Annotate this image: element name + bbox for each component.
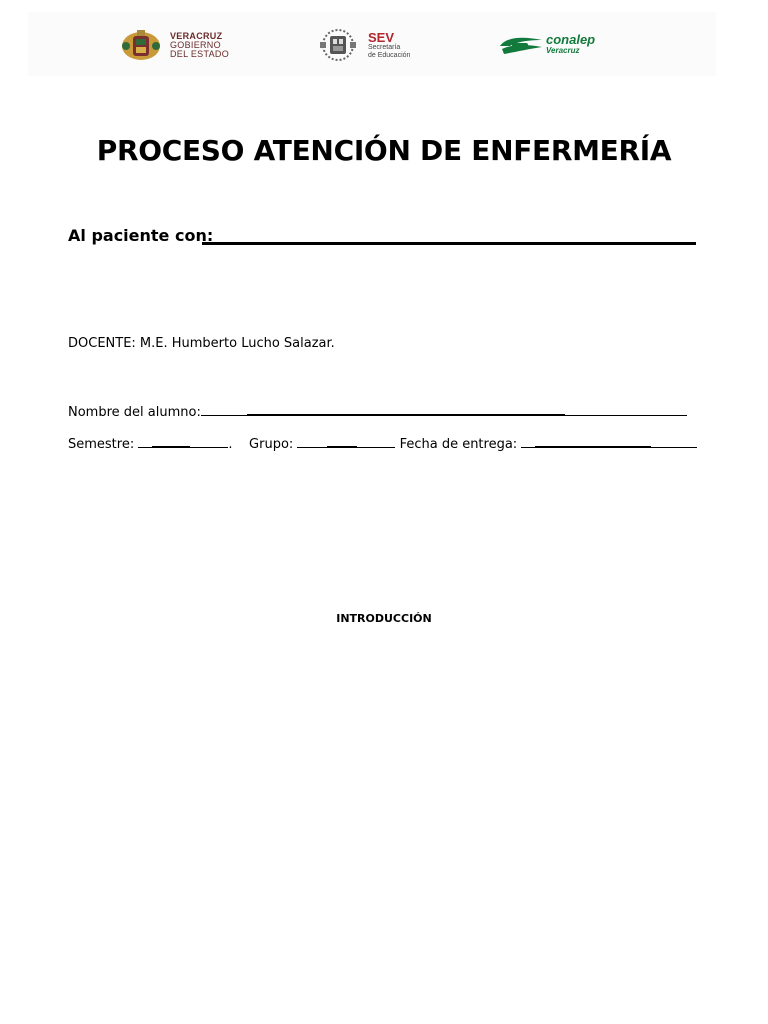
student-name-blank-c[interactable] xyxy=(565,403,687,416)
conalep-logo xyxy=(498,34,595,55)
semester-blank-b[interactable] xyxy=(152,434,190,448)
semester-label: Semestre: xyxy=(68,437,135,452)
group-label: Grupo: xyxy=(249,437,294,452)
sev-logo xyxy=(316,28,410,62)
sev-main-text: SEV xyxy=(368,29,395,45)
due-date-blank-c[interactable] xyxy=(651,435,697,448)
group-blank-c[interactable] xyxy=(357,435,395,448)
docente-line: DOCENTE: M.E. Humberto Lucho Salazar. xyxy=(68,336,335,351)
sev-line1: Secretaría xyxy=(368,43,401,51)
student-name-blank-a[interactable] xyxy=(201,403,247,416)
introduction-heading: INTRODUCCIÓN xyxy=(336,612,432,625)
sev-seal-icon xyxy=(316,28,360,62)
veracruz-shield-icon xyxy=(120,28,162,62)
veracruz-line3: DEL ESTADO xyxy=(170,48,230,59)
patient-blank-line[interactable] xyxy=(202,242,696,245)
semester-row: Semestre: . Grupo: Fecha de entrega: xyxy=(68,434,697,452)
group-blank-a[interactable] xyxy=(297,435,327,448)
patient-label: Al paciente con: xyxy=(68,226,214,245)
veracruz-line1: VERACRUZ xyxy=(170,30,223,41)
veracruz-logo xyxy=(120,28,229,62)
group-blank-b[interactable] xyxy=(327,434,357,448)
conalep-mark-icon xyxy=(498,35,544,55)
due-date-blank-b[interactable] xyxy=(535,434,651,448)
conalep-main-text: conalep xyxy=(546,32,596,47)
document-title: PROCESO ATENCIÓN DE ENFERMERÍA xyxy=(96,134,672,167)
veracruz-line2: GOBIERNO xyxy=(170,39,221,50)
due-date-label: Fecha de entrega: xyxy=(399,437,518,452)
due-date-blank-a[interactable] xyxy=(521,435,535,448)
student-name-row xyxy=(68,402,687,420)
semester-blank-c[interactable] xyxy=(190,435,228,448)
semester-blank-a[interactable] xyxy=(138,435,152,448)
sev-line2: de Educación xyxy=(368,51,411,59)
student-name-blank-b[interactable] xyxy=(247,402,565,416)
conalep-sub-text: Veracruz xyxy=(546,46,580,55)
student-name-label: Nombre del alumno: xyxy=(68,405,201,420)
